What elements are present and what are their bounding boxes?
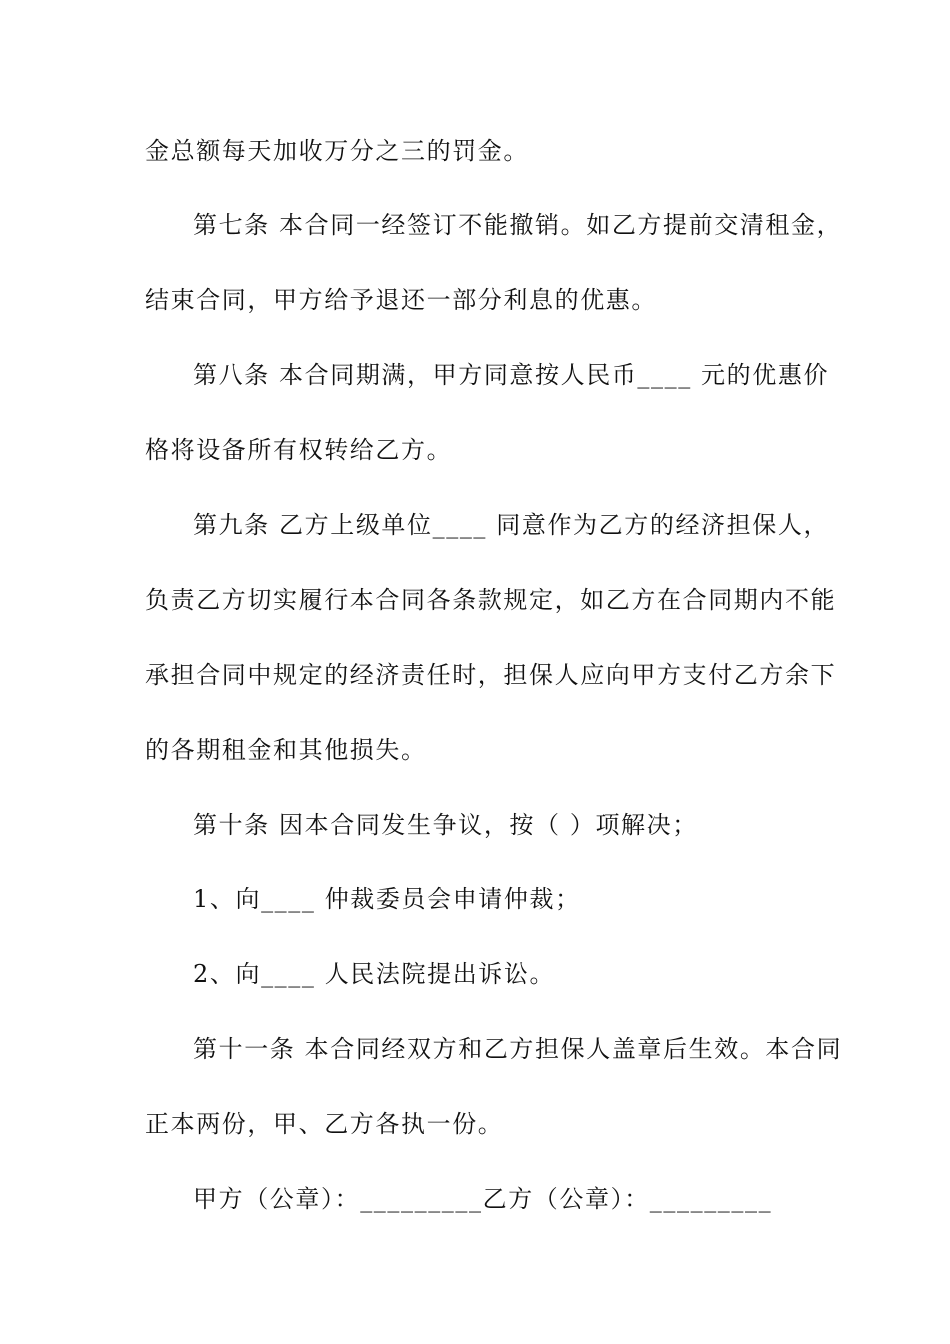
signature-line: 甲方（公章）：_________乙方（公章）：_________ [193, 1185, 773, 1213]
article-10-option-2: 2、向____ 人民法院提出诉讼。 [193, 960, 556, 988]
article-10-line-1: 第十条 因本合同发生争议，按（ ）项解决； [193, 811, 698, 839]
article-9-line-4: 的各期租金和其他损失。 [145, 736, 427, 764]
text-line-1: 金总额每天加收万分之三的罚金。 [145, 137, 529, 165]
article-8-line-2: 格将设备所有权转给乙方。 [145, 436, 453, 464]
article-8-line-1: 第八条 本合同期满，甲方同意按人民币____ 元的优惠价 [193, 361, 830, 389]
article-7-line-1: 第七条 本合同一经签订不能撤销。如乙方提前交清租金， [193, 211, 843, 239]
article-11-line-2: 正本两份，甲、乙方各执一份。 [145, 1110, 504, 1138]
article-7-line-2: 结束合同，甲方给予退还一部分利息的优惠。 [145, 286, 657, 314]
article-9-line-3: 承担合同中规定的经济责任时，担保人应向甲方支付乙方余下 [145, 661, 837, 689]
article-11-line-1: 第十一条 本合同经双方和乙方担保人盖章后生效。本合同 [193, 1035, 843, 1063]
article-9-line-2: 负责乙方切实履行本合同各条款规定，如乙方在合同期内不能 [145, 586, 837, 614]
article-9-line-1: 第九条 乙方上级单位____ 同意作为乙方的经济担保人， [193, 511, 830, 539]
article-10-option-1: 1、向____ 仲裁委员会申请仲裁； [193, 885, 581, 913]
